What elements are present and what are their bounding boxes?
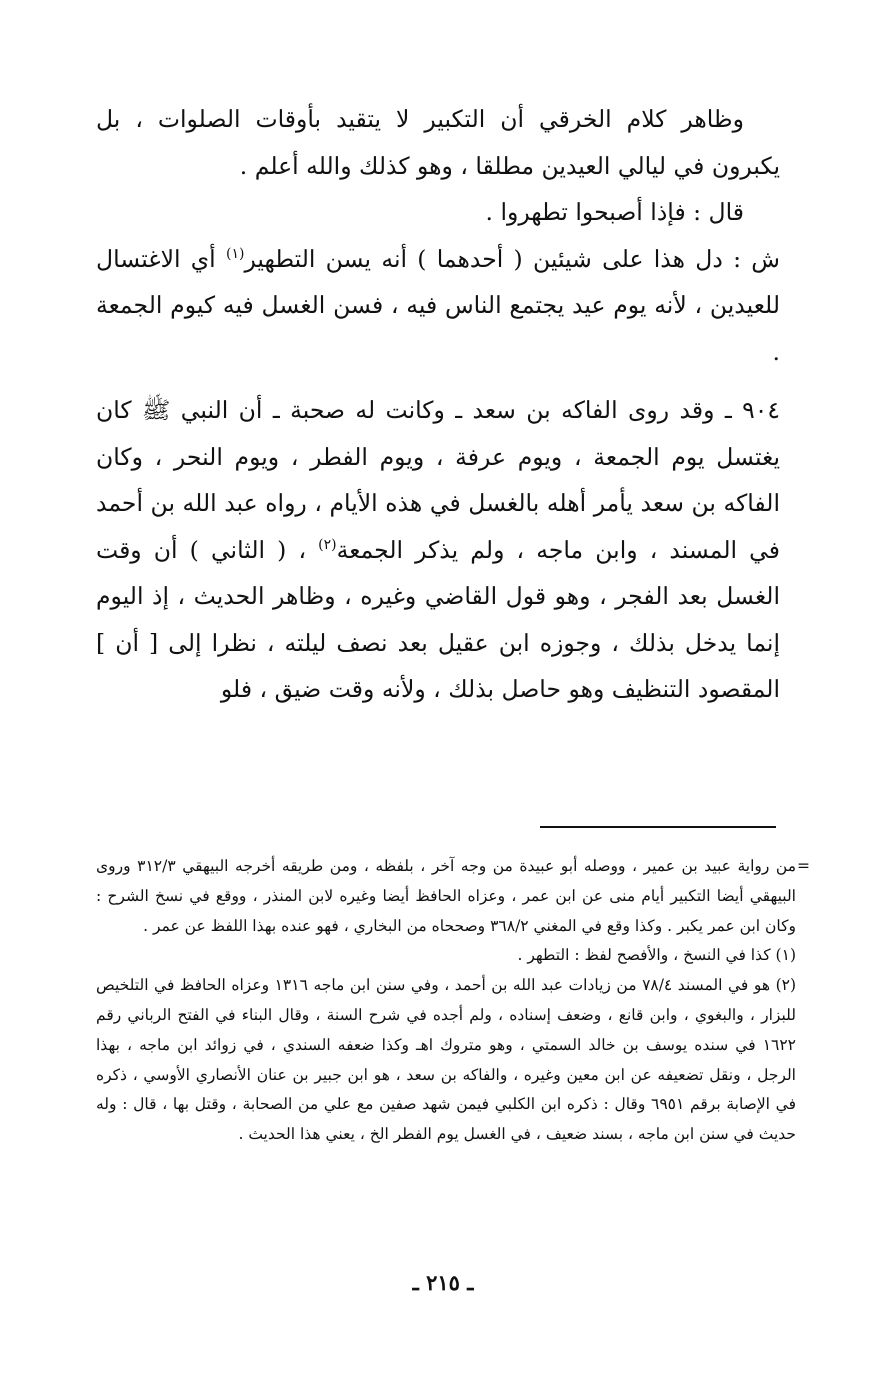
continuation-mark: =: [797, 857, 810, 875]
paragraph-text: ، ( الثاني ) أن وقت الغسل بعد الفجر ، وهو قول القاضي وغيره ، وظاهر الحديث ، إذ اليوم إنما يدخل بذلك ، وجوزه ابن عقيل بعد نصف ليلته ، نظرا إلى [ أن ] المقصود التنظيف وهو حاصل بذلك ، ولأنه وقت ضيق ، فلو: [96, 535, 780, 703]
footnotes: [96, 852, 810, 1150]
paragraph-kharqi: [96, 96, 780, 189]
spacer: [96, 375, 780, 387]
footnote-ref-2: (٢): [318, 536, 337, 553]
footnote-text: (٢) هو في المسند ٧٨/٤ من زيادات عبد الله بن أحمد ، وفي سنن ابن ماجه ١٣١٦ وعزاه الحافظ في التلخيص للبزار ، والبغوي ، وابن قانع ، وضعف إسناده ، ولم أجده في شرح السنة ، وقال البناء في الفتح الرباني رقم ١٦٢٢ في سنده يوسف بن خالد السمتي ، وهو متروك اهـ وكذا ضعفه السندي ، في زوائد ابن ماجه ، بهذا الرجل ، ونقل تضعيفه عن ابن معين وغيره ، والفاكه بن سعد ، هو ابن جبير بن عنان الأنصاري الأوسي ، ذكره في الإصابة برقم ٦٩٥١ وقال : ذكره ابن الكلبي فيمن شهد صفين مع علي من الصحابة ، وقتل بها ، قال : وله حديث في سنن ابن ماجه ، بسند ضعيف ، في الغسل يوم الفطر الخ ، يعني هذا الحديث .: [96, 976, 797, 1144]
paragraph-qala: [96, 189, 780, 236]
page-number: ـ ٢١٥ ـ: [412, 1270, 474, 1295]
footnote-divider: [540, 826, 776, 828]
footnote-text: (١) كذا في النسخ ، والأفصح لفظ : التطهر .: [517, 946, 796, 965]
paragraph-text: أي الاغتسال للعيدين ، لأنه يوم عيد يجتمع الناس فيه ، فسن الغسل فيه كيوم الجمعة .: [96, 244, 780, 366]
paragraph-sharh: [96, 236, 780, 376]
paragraph-904: [96, 387, 780, 713]
paragraph-text: وقد روى الفاكه بن سعد ـ وكانت له صحبة ـ أن النبي ﷺ كان يغتسل يوم الجمعة ، ويوم عرفة ، ويوم الفطر ، ويوم النحر ، وكان الفاكه بن سعد يأمر أهله بالغسل في هذه الأيام ، رواه عبد الله بن أحمد في المسند ، وابن ماجه ، ولم يذكر الجمعة: [96, 396, 781, 564]
footnote-2: [96, 971, 796, 1150]
paragraph-text: وظاهر كلام الخرقي أن التكبير لا يتقيد بأوقات الصلوات ، بل يكبرون في ليالي العيدين مطلقا ، وهو كذلك والله أعلم .: [96, 105, 780, 180]
footnote-1: [96, 941, 796, 971]
footnote-continuation: [96, 852, 810, 941]
hadith-number: ٩٠٤ ـ: [714, 396, 780, 424]
paragraph-text: ش : دل هذا على شيئين ( أحدهما ) أنه يسن التطهير: [244, 244, 780, 273]
footnote-ref-1: (١): [225, 245, 245, 262]
main-text: [96, 96, 780, 713]
paragraph-text: قال : فإذا أصبحوا تطهروا .: [485, 198, 744, 226]
footnote-text: من رواية عبيد بن عمير ، ووصله أبو عبيدة من وجه آخر ، بلفظه ، ومن طريقه أخرجه البيهقي ٣١٢/٣ وروى البيهقي أيضا التكبير أيام منى عن ابن عمر ، وعزاه الحافظ أيضا وغيره لابن المنذر ، ووقع في نسخ الشرح : وكان ابن عمر يكبر . وكذا وقع في المغني ٣٦٨/٢ وصححاه من البخاري ، فهو عنده بهذا اللفظ عن عمر .: [96, 857, 796, 935]
